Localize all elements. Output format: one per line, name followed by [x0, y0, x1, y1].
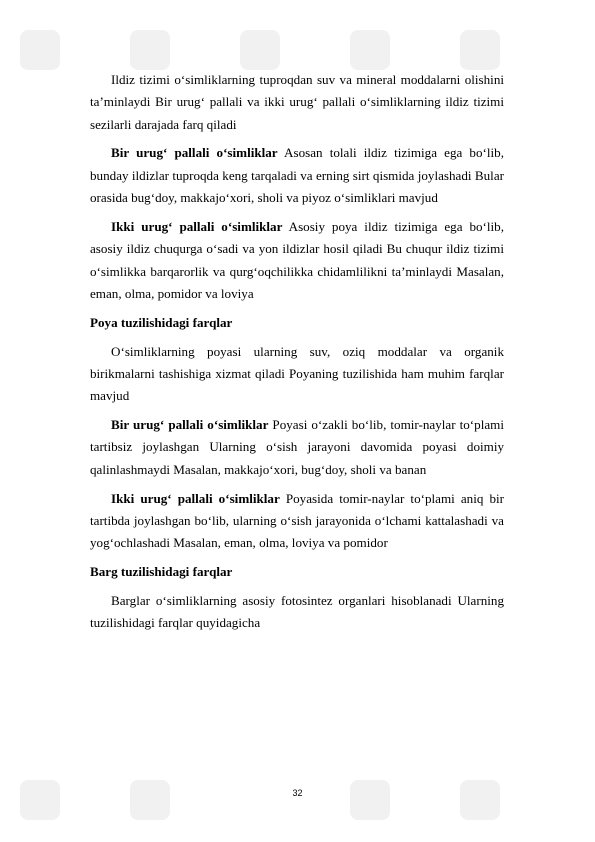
paragraph-dicot-stem — [90, 488, 504, 555]
page-number: 32 — [292, 788, 303, 798]
paragraph-root-system-intro — [90, 69, 504, 136]
paragraph-bold-lead: Ikki urug‘ pallali o‘simliklar — [111, 490, 280, 506]
section-heading-leaf: Barg tuzilishidagi farqlar — [90, 564, 233, 580]
paragraph-text: O‘simliklarning poyasi ularning suv, oziq moddalar va organik birikmalarni tashishiga xizmat qiladi Poyaning tuzilishida ham muhim farqlar mavjud — [90, 343, 504, 404]
paragraph-bold-lead: Bir urug‘ pallali o‘simliklar — [111, 417, 269, 433]
paragraph-bold-lead: Ikki urug‘ pallali o‘simliklar — [111, 218, 283, 234]
section-heading-stem: Poya tuzilishidagi farqlar — [90, 314, 233, 330]
paragraph-text: Asosan tolali ildiz tizimiga ega bo‘lib, bunday ildizlar tuproqda keng tarqaladi va erning sirt qismida joylashadi Bular orasida bug‘doy, makkajo‘xori, sholi va piyoz o‘simliklari mavjud — [90, 145, 504, 206]
paragraph-bold-lead: Bir urug‘ pallali o‘simliklar — [111, 145, 278, 161]
paragraph-stem-intro — [90, 341, 504, 408]
paragraph-leaf-intro — [90, 590, 504, 635]
document-body — [90, 69, 504, 641]
paragraph-text: Poyasida tomir-naylar to‘plami aniq bir tartibda joylashgan bo‘lib, ularning o‘sish jarayonida o‘lchami kattalashadi va yog‘ochlashadi Masalan, eman, olma, loviya va pomidor — [90, 490, 505, 551]
paragraph-text: Poyasi o‘zakli bo‘lib, tomir-naylar to‘plami tartibsiz joylashgan Ularning o‘sish jarayoni davomida poyasi doimiy qalinlashmaydi Masalan, makkajo‘xori, bug‘doy, sholi va banan — [90, 417, 504, 477]
paragraph-text: Ildiz tizimi o‘simliklarning tuproqdan suv va mineral moddalarni olishini ta’minlaydi Bir urug‘ pallali va ikki urug‘ pallali o‘simliklarning ildiz tizimi sezilarli darajada farq qiladi — [90, 72, 504, 132]
paragraph-text: Asosiy poya ildiz tizimiga ega bo‘lib, asosiy ildiz chuqurga o‘sadi va yon ildizlar hosil qiladi Bu chuqur ildiz tizimi o‘simlikka barqarorlik va qurg‘oqchilikka chidamlilikni ta’minlaydi Masalan, eman, olma, pomidor va loviya — [90, 218, 504, 301]
paragraph-monocot-stem — [90, 414, 504, 481]
paragraph-text: Barglar o‘simliklarning asosiy fotosintez organlari hisoblanadi Ularning tuzilishidagi farqlar quyidagicha — [90, 592, 504, 631]
paragraph-dicot-roots — [90, 216, 504, 305]
paragraph-monocot-roots — [90, 142, 504, 209]
